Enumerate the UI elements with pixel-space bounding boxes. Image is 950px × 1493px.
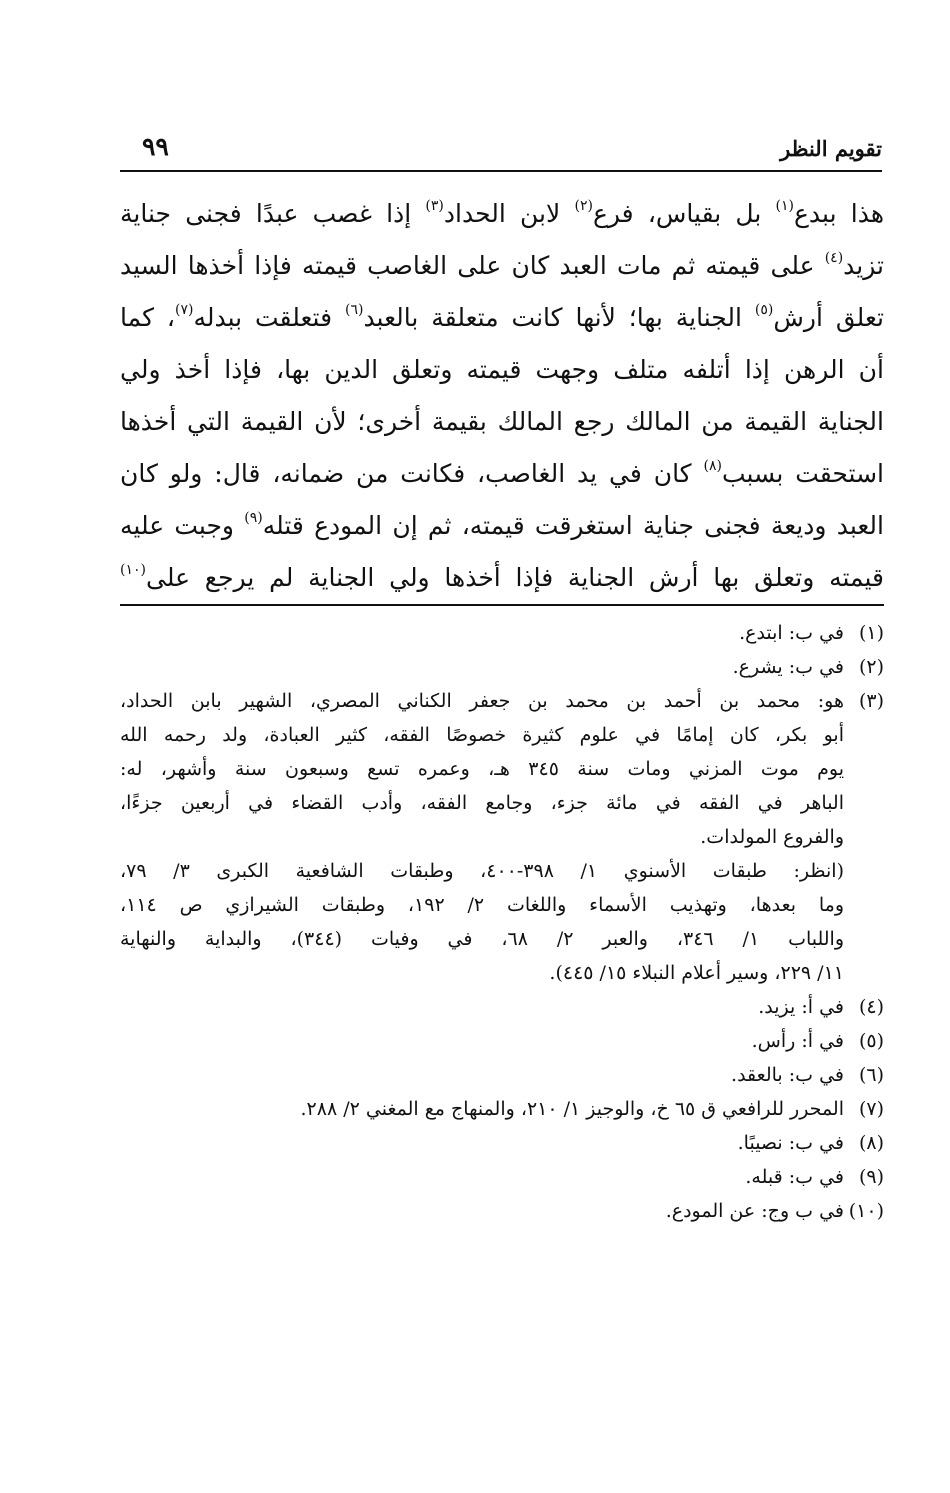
footnote [120, 1194, 884, 1228]
footnote-line: في ب: يشرع. [732, 656, 844, 678]
footnote-number: (٤) [858, 996, 884, 1018]
footnote-line: هو: محمد بن أحمد بن محمد بن جعفر الكناني المصري، الشهير بابن الحداد، [120, 690, 844, 712]
footnote-number: (٦) [858, 1064, 884, 1086]
footnote-number: (١) [858, 622, 884, 644]
footnote-ref[interactable]: (١٠) [120, 562, 146, 578]
footnote-number: (٨) [858, 1132, 884, 1154]
footnote-line: والفروع المولدات. [700, 826, 844, 848]
main-text-line: أن الرهن إذا أتلفه متلف وجهت قيمته وتعلق الدين بها، فإذا أخذ ولي [120, 355, 884, 384]
footnote [120, 616, 884, 650]
footnote-line: في ب: نصيبًا. [737, 1132, 844, 1154]
footnote-ref[interactable]: (٣) [425, 198, 444, 214]
footnote [120, 1092, 884, 1126]
footnote-line: أبو بكر، كان إمامًا في علوم كثيرة خصوصًا الفقه، كثير العبادة، ولد رحمه الله [120, 724, 844, 746]
footnote [120, 684, 884, 990]
footnote-ref[interactable]: (٦) [344, 302, 364, 318]
main-text-line: تزيد$^{(٤)}$ على قيمته ثم مات العبد كان على الغاصب قيمته فإذا أخذها السيد [120, 250, 884, 280]
footnote-line: في ب: بالعقد. [731, 1064, 844, 1086]
footnote [120, 990, 884, 1024]
footnote-number: (٩) [858, 1166, 884, 1188]
footnote [120, 650, 884, 684]
footnote-line: ١١/ ٢٢٩، وسير أعلام النبلاء ١٥/ ٤٤٥). [549, 962, 844, 984]
footnote-line: يوم موت المزني ومات سنة ٣٤٥ هـ، وعمره تسع وسبعون سنة وأشهر، له: [120, 758, 844, 780]
footnote-line: في أ: يزيد. [758, 996, 844, 1018]
main-text-line: تعلق أرش$^{(٥)}$ الجناية بها؛ لأنها كانت متعلقة بالعبد$^{(٦)}$ فتعلقت ببدله$^{(٧)}$، كما [120, 302, 884, 332]
running-header [120, 130, 882, 172]
main-text-line: هذا ببدع$^{(١)}$ بل بقياس، فرع$^{(٢)}$ لابن الحداد$^{(٣)}$ إذا غصب عبدًا فجنى جناية [120, 198, 884, 228]
running-title: تقويم النظر [780, 136, 882, 161]
footnote-line: واللباب ١/ ٣٤٦، والعبر ٢/ ٦٨، في وفيات (٣٤٤)، والبداية والنهاية [120, 928, 844, 950]
footnote-ref[interactable]: (٩) [244, 510, 263, 526]
page-number: ٩٩ [142, 132, 169, 161]
footnote [120, 1160, 884, 1194]
footnote-number: (٧) [858, 1098, 884, 1120]
main-text-line: استحقت بسبب$^{(٨)}$ كان في يد الغاصب، فكانت من ضمانه، قال: ولو كان [120, 458, 884, 488]
footnote-line: في أ: رأس. [751, 1030, 844, 1052]
footnote-line: وما بعدها، وتهذيب الأسماء واللغات ٢/ ١٩٢، وطبقات الشيرازي ص ١١٤، [120, 894, 844, 916]
footnote-line: في ب: قبله. [745, 1166, 844, 1188]
main-text-line: العبد وديعة فجنى جناية استغرقت قيمته، ثم إن المودع قتله$^{(٩)}$ وجبت عليه [120, 510, 884, 540]
footnote-line: في ب وج: عن المودع. [665, 1200, 844, 1222]
footnotes [120, 616, 884, 1228]
footnote-ref[interactable]: (٢) [574, 198, 593, 214]
footnote-number: (٣) [858, 690, 884, 712]
footnote-ref[interactable]: (٨) [703, 458, 722, 474]
main-text [120, 188, 884, 604]
footnote-number: (٢) [858, 656, 884, 678]
footnote-line: (انظر: طبقات الأسنوي ١/ ٣٩٨-٤٠٠، وطبقات الشافعية الكبرى ٣/ ٧٩، [120, 860, 844, 882]
footnote-ref[interactable]: (٥) [754, 302, 774, 318]
footnote [120, 1058, 884, 1092]
footnote-line: المحرر للرافعي ق ٦٥ خ، والوجيز ١/ ٢١٠، والمنهاج مع المغني ٢/ ٢٨٨. [300, 1098, 844, 1120]
footnote-separator [120, 604, 884, 606]
footnote-line: الباهر في الفقه في مائة جزء، وجامع الفقه، وأدب القضاء في أربعين جزءًا، [120, 792, 844, 814]
footnote-ref[interactable]: (٧) [174, 302, 194, 318]
footnote [120, 1126, 884, 1160]
footnote [120, 1024, 884, 1058]
footnote-ref[interactable]: (١) [775, 198, 794, 214]
main-text-line: قيمته وتعلق بها أرش الجناية فإذا أخذها ولي الجناية لم يرجع على$^{(١٠)}$ [120, 562, 884, 592]
main-text-line: الجناية القيمة من المالك رجع المالك بقيمة أخرى؛ لأن القيمة التي أخذها [120, 407, 884, 436]
footnote-ref[interactable]: (٤) [824, 250, 844, 266]
footnote-number: (١٠) [848, 1200, 884, 1222]
footnote-number: (٥) [858, 1030, 884, 1052]
footnote-line: في ب: ابتدع. [739, 622, 844, 644]
